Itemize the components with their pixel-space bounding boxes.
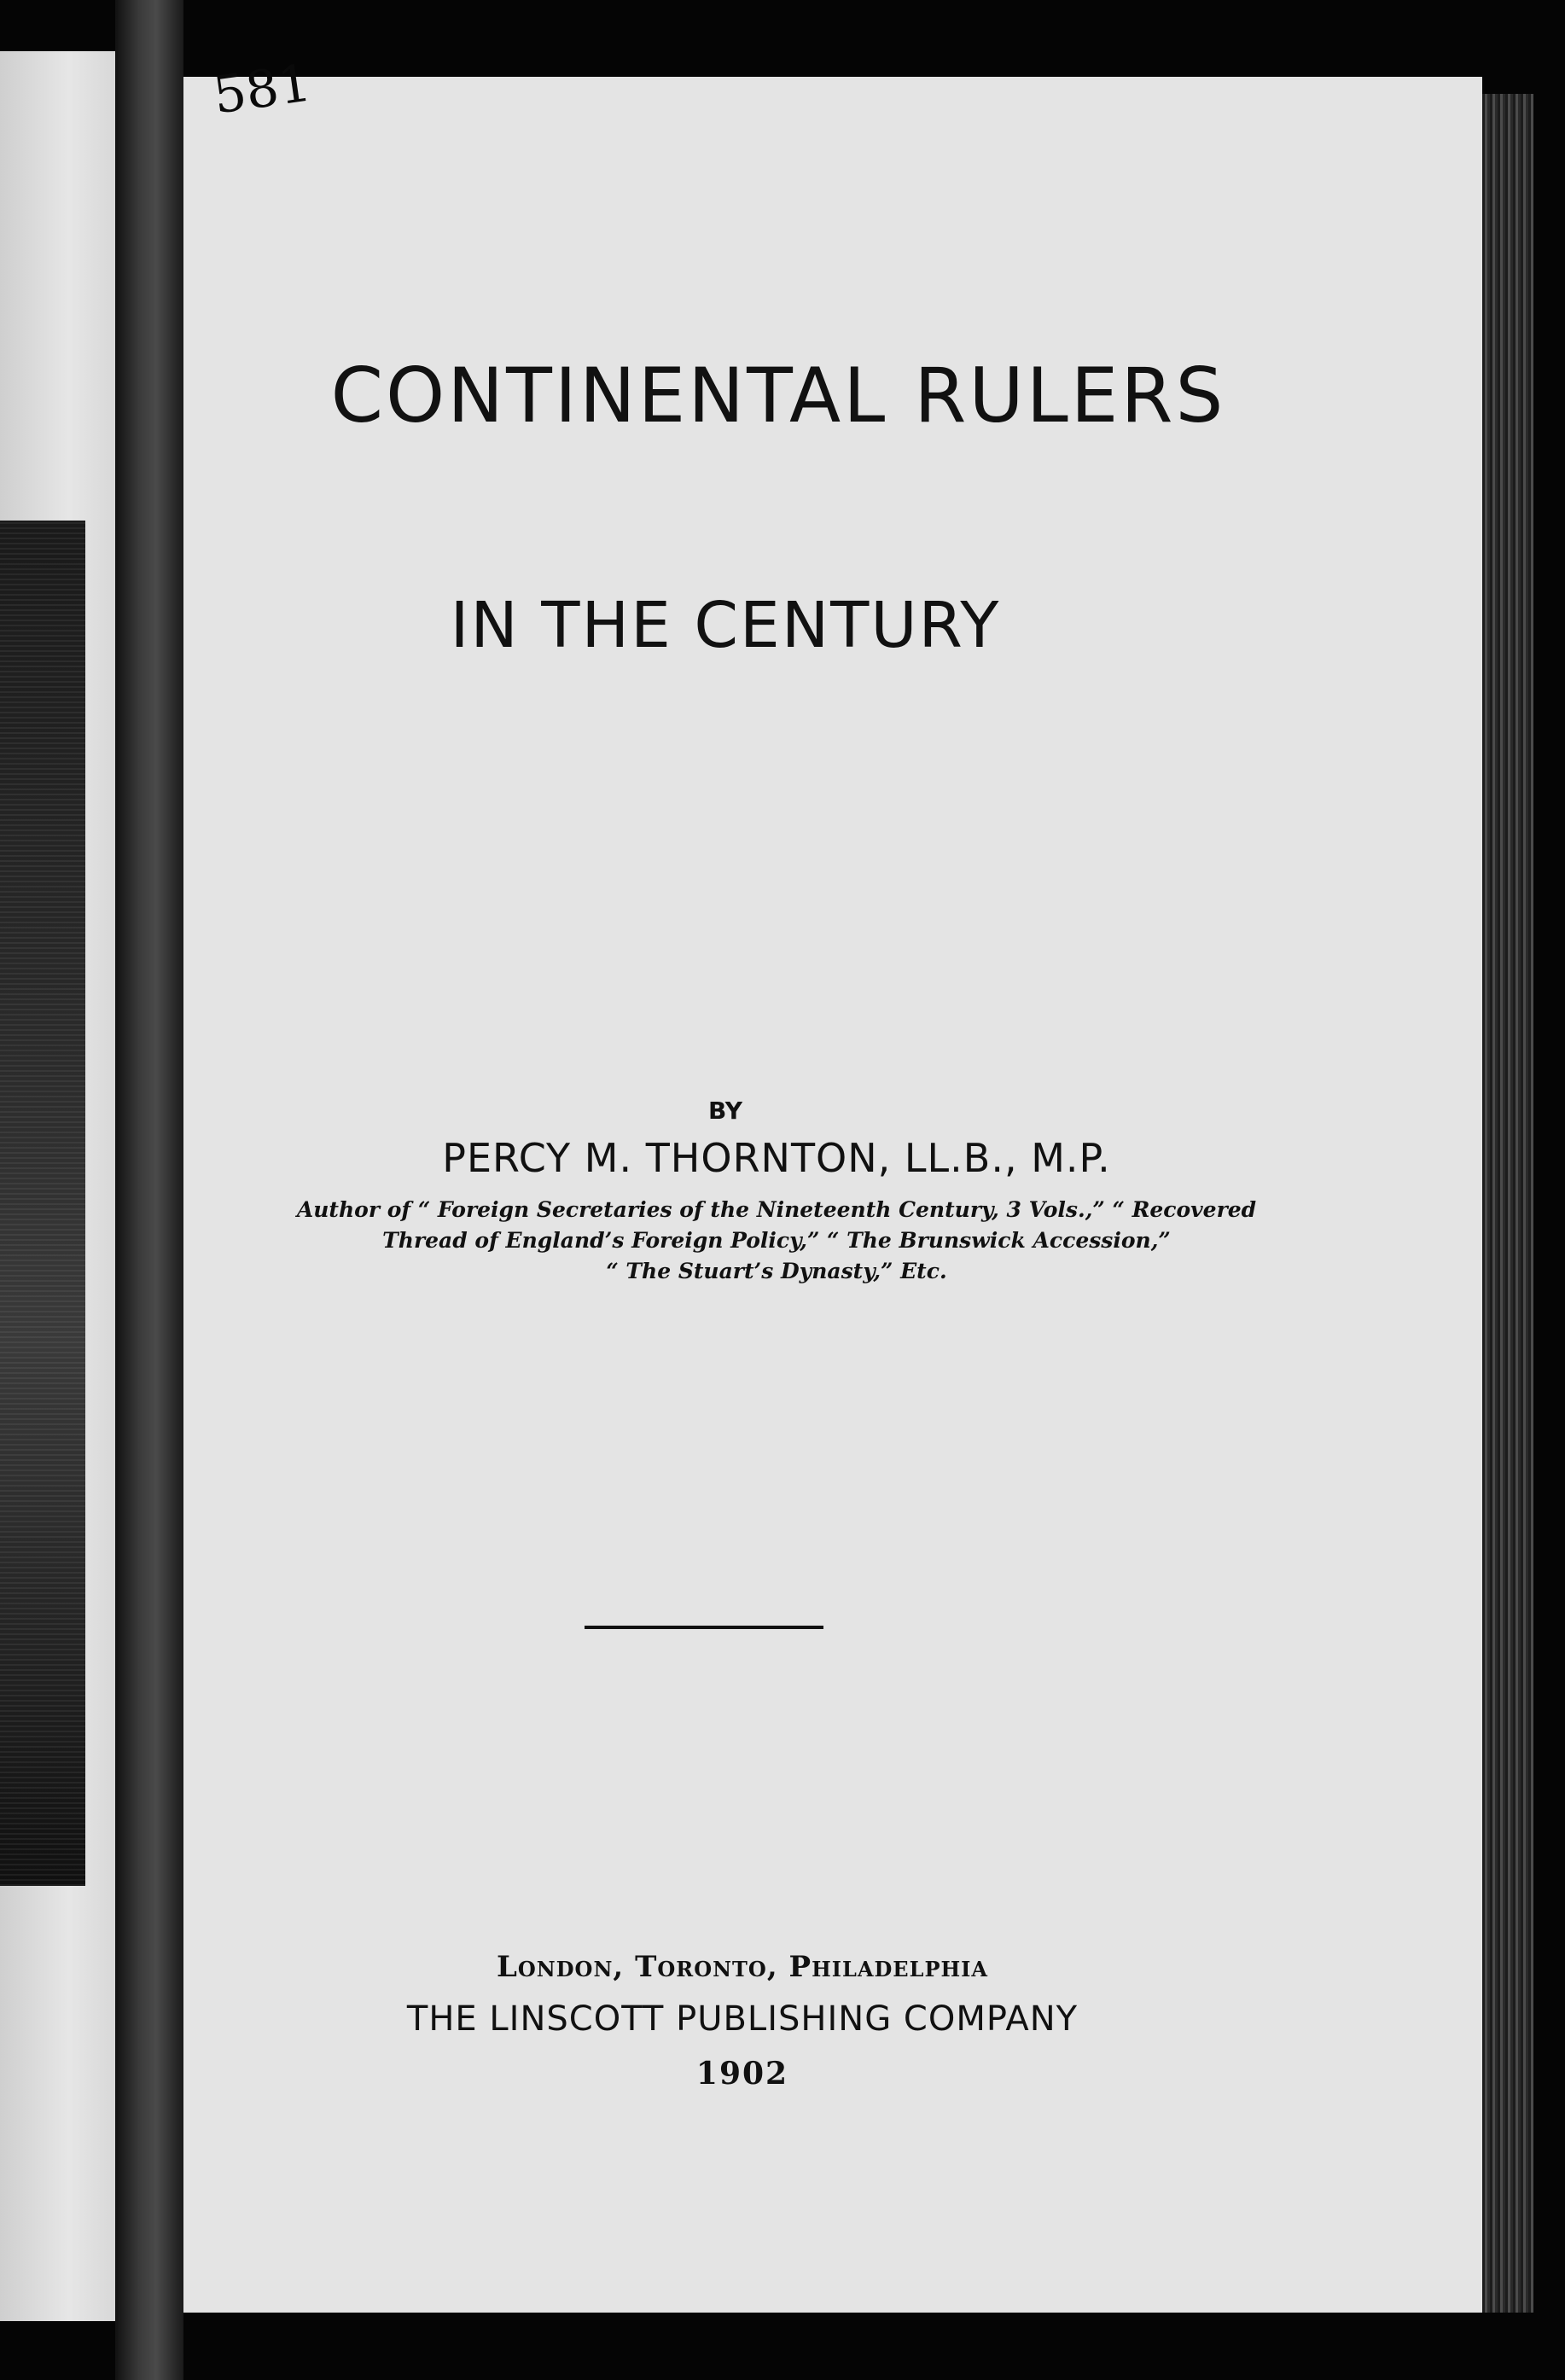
page-edges: [1482, 94, 1533, 2313]
divider-rule: [585, 1626, 823, 1629]
credits-line: Author of “ Foreign Secretaries of the Nineteenth Century, 3 Vols.,” “ Recovered: [296, 1197, 1257, 1222]
title-page: [183, 77, 1482, 2313]
book-gutter: [115, 0, 183, 2380]
publication-places: London, Toronto, Philadelphia: [496, 1950, 989, 1984]
handwritten-note: 581: [209, 53, 315, 126]
credits-line: “ The Stuart’s Dynasty,” Etc.: [606, 1259, 947, 1283]
book-title: CONTINENTAL RULERS: [330, 352, 1226, 439]
author-credits: [226, 1195, 1327, 1287]
by-line: BY: [707, 1097, 743, 1125]
frontispiece-image: [0, 521, 85, 1886]
author-name: PERCY M. THORNTON, LL.B., M.P.: [442, 1135, 1111, 1181]
imprint: [209, 1950, 1276, 2092]
publisher-name: THE LINSCOTT PUBLISHING COMPANY: [406, 1999, 1079, 2039]
publication-year: 1902: [695, 2056, 789, 2092]
credits-line: Thread of England’s Foreign Policy,” “ The Brunswick Accession,”: [382, 1228, 1171, 1253]
book-subtitle: IN THE CENTURY: [450, 589, 1001, 662]
